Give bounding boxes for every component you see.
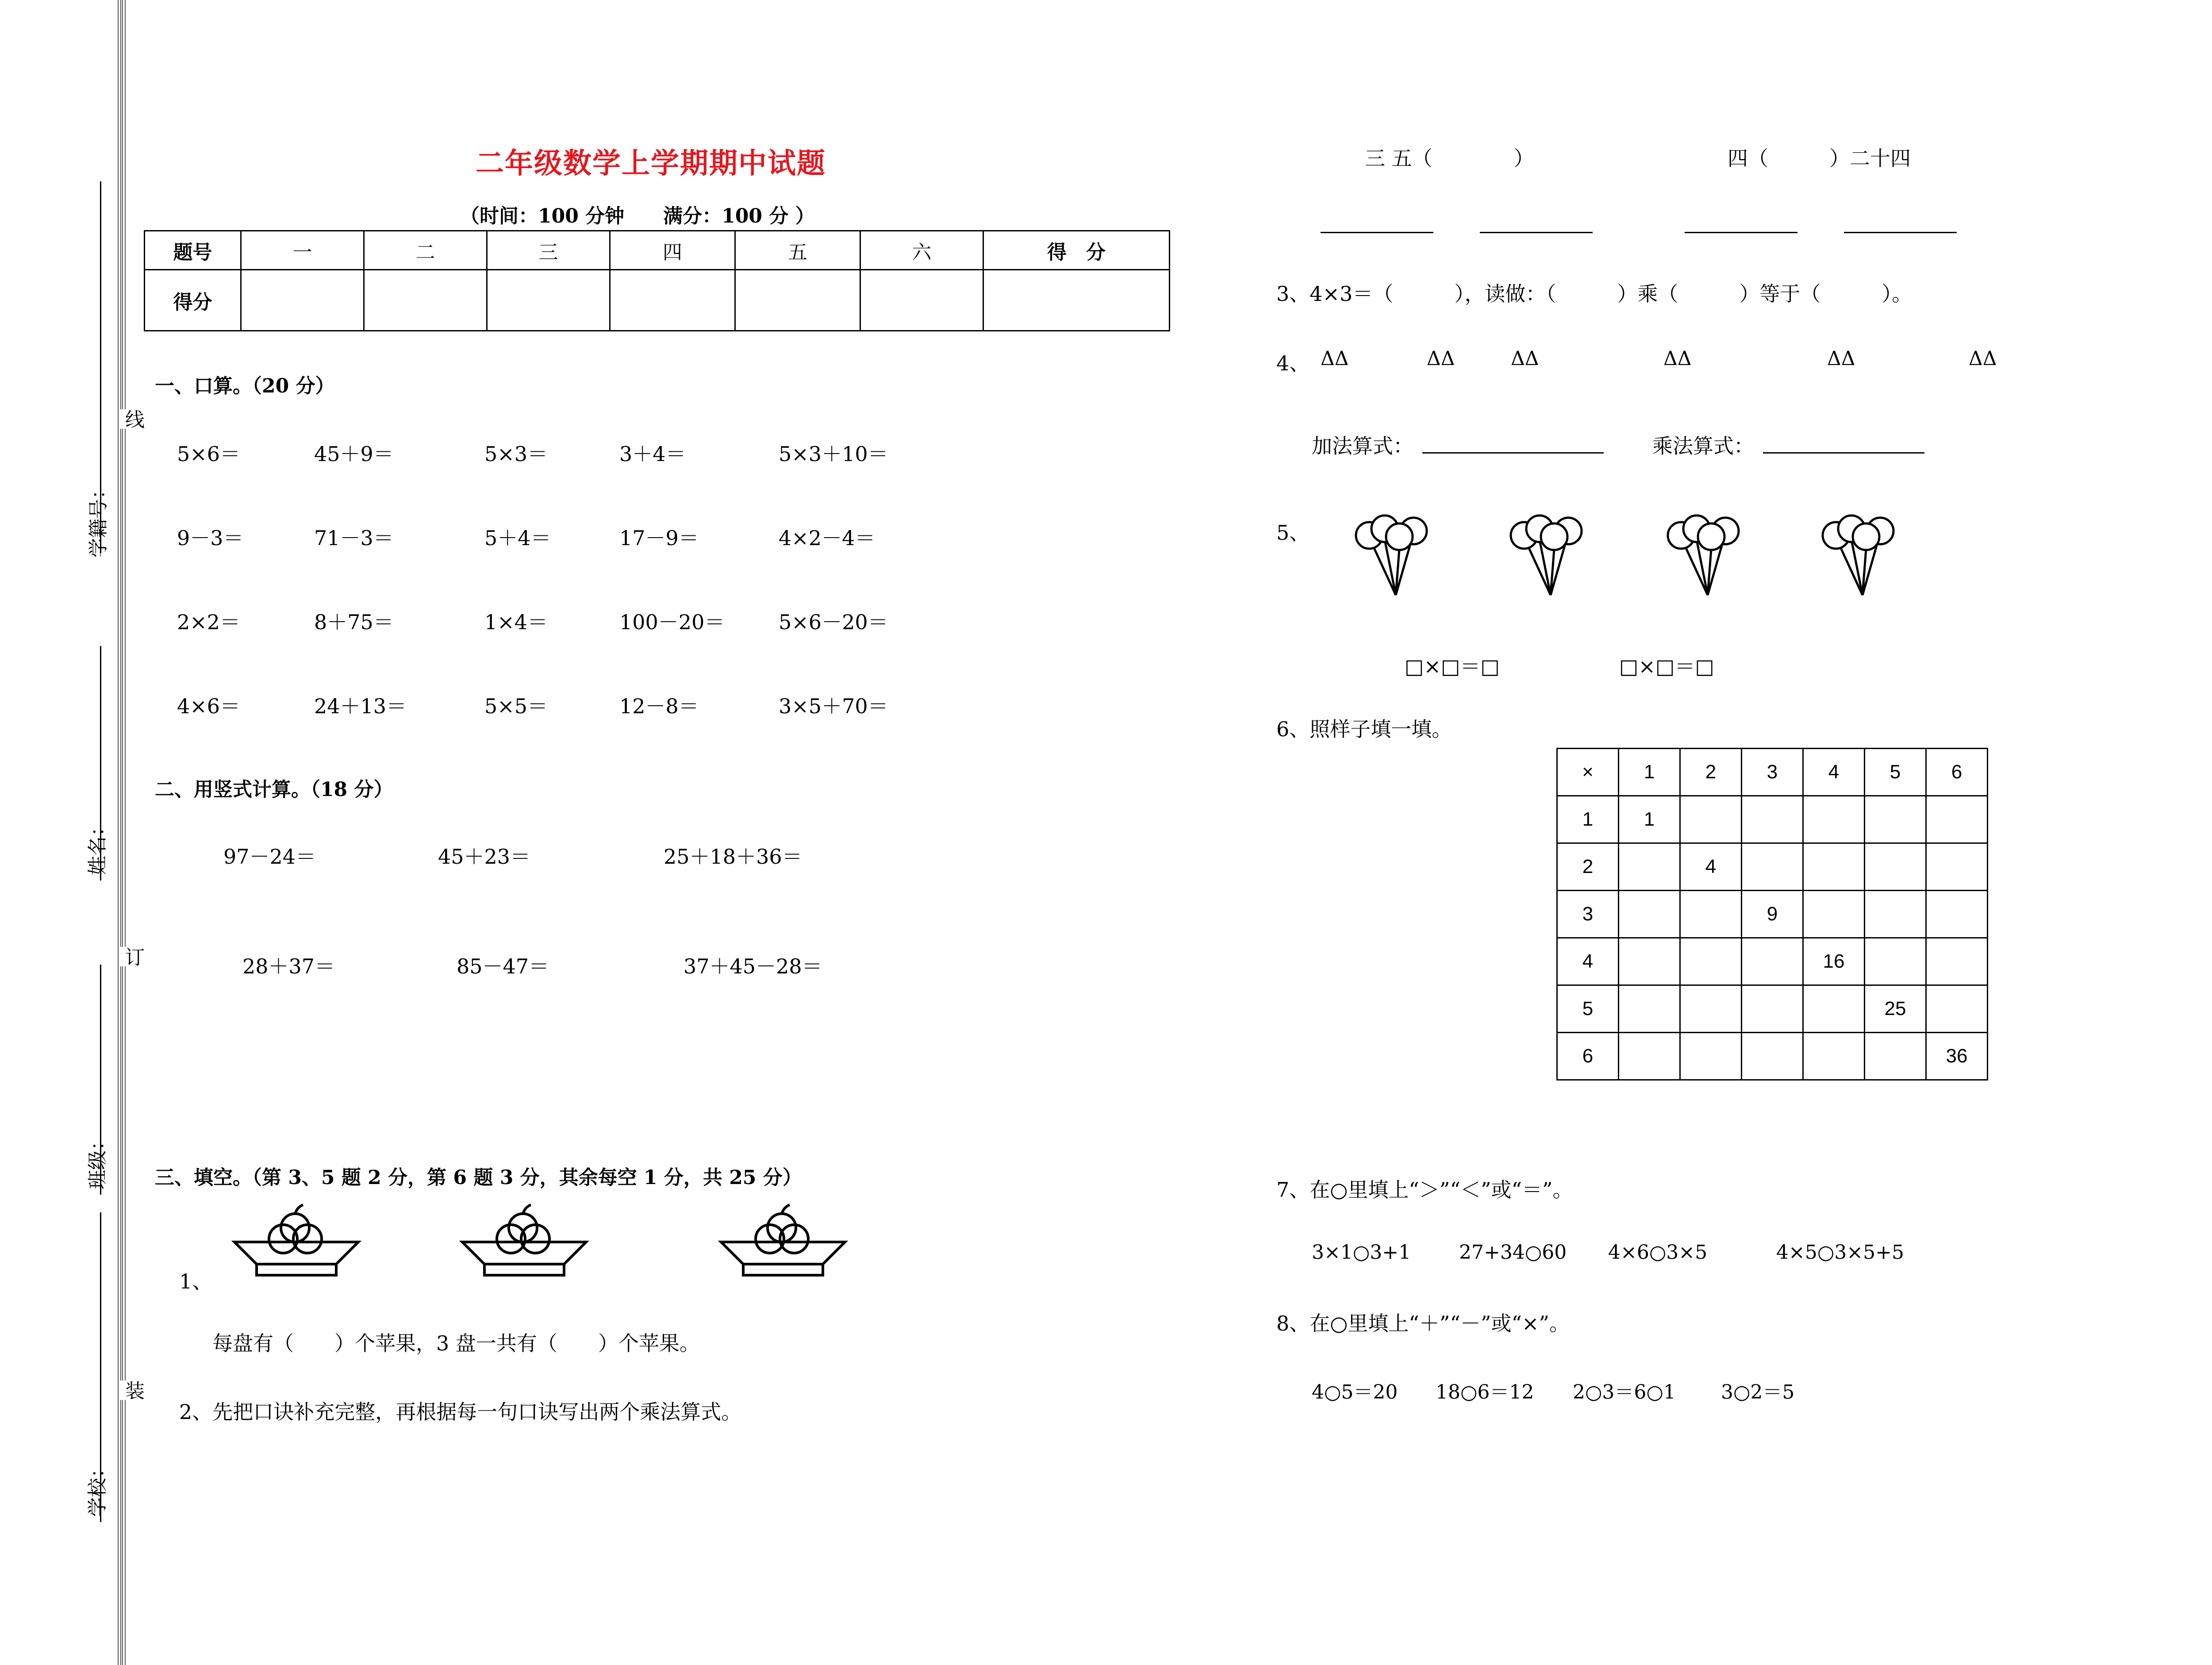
table-cell[interactable]: [1926, 985, 1988, 1033]
vertical-calc-item: 25＋18＋36＝: [664, 845, 803, 869]
compare-item[interactable]: 3×1○3+1: [1312, 1241, 1411, 1264]
score-table-value-row: [145, 270, 1170, 331]
oral-item: 4×6＝: [177, 694, 241, 718]
q2-text: 2、先把口诀补充完整，再根据每一句口诀写出两个乘法算式。: [179, 1400, 742, 1424]
balloon-bunch-illustration: [1818, 507, 1907, 600]
section3-heading: 三、填空。（第 3、5 题 2 分，第 6 题 3 分，其余每空 1 分，共 25 分）: [155, 1166, 802, 1189]
balloon-bunch-illustration: [1663, 507, 1752, 600]
name-underline: [100, 646, 101, 881]
score-input-cell[interactable]: [610, 270, 735, 331]
table-cell: 9: [1742, 891, 1803, 938]
table-cell[interactable]: [1680, 985, 1742, 1033]
compare-item[interactable]: 27+34○60: [1459, 1241, 1567, 1264]
oral-item: 5×5＝: [484, 694, 548, 718]
table-cell[interactable]: [1680, 1033, 1742, 1080]
score-header-cell: 题号: [145, 231, 241, 270]
binding-mark-line: 线: [119, 409, 147, 429]
table-row-header: 4: [1557, 938, 1619, 985]
table-cell[interactable]: [1742, 938, 1803, 985]
q7-text: 7、在○里填上“＞”“＜”或“＝”。: [1276, 1178, 1573, 1202]
table-cell[interactable]: [1865, 938, 1926, 985]
operator-item[interactable]: 4○5＝20: [1312, 1381, 1398, 1404]
balloon-bunch-illustration: [1352, 507, 1440, 600]
table-header-cell: 5: [1865, 749, 1926, 796]
table-row: [1557, 891, 1988, 938]
score-header-cell: 四: [610, 231, 735, 270]
oral-item: 5×6＝: [177, 442, 241, 466]
table-cell[interactable]: [1619, 891, 1680, 938]
vertical-calc-item: 45＋23＝: [438, 845, 531, 869]
table-cell[interactable]: [1742, 985, 1803, 1033]
q4-multiplication-label: 乘法算式：: [1652, 434, 1754, 458]
section1-heading: 一、口算。（20 分）: [155, 375, 335, 397]
oral-item: 4×2－4＝: [779, 526, 876, 550]
table-cell[interactable]: [1803, 796, 1865, 843]
binding-mark-zhuang: 装: [119, 1380, 147, 1400]
triangle-pair: ΔΔ: [1321, 347, 1349, 370]
table-cell[interactable]: [1865, 796, 1926, 843]
table-header-cell: 6: [1926, 749, 1988, 796]
vertical-calc-item: 97－24＝: [223, 845, 316, 869]
table-row: [1557, 843, 1988, 891]
operator-item[interactable]: 2○3＝6○1: [1573, 1381, 1676, 1404]
class-underline: [100, 965, 101, 1195]
oral-item: 100－20＝: [619, 610, 725, 634]
table-cell[interactable]: [1926, 796, 1988, 843]
table-cell[interactable]: [1619, 1033, 1680, 1080]
table-header-cell: ×: [1557, 749, 1619, 796]
oral-item: 8＋75＝: [314, 610, 394, 634]
binding-line-outer: [118, 0, 121, 1665]
oral-item: 3×5＋70＝: [779, 694, 888, 718]
table-cell[interactable]: [1865, 1033, 1926, 1080]
apple-plate-illustration: [458, 1201, 591, 1281]
q2-rhyme-b: 四（ ）二十四: [1728, 146, 1911, 170]
apple-plate-illustration: [230, 1201, 363, 1281]
table-cell: 1: [1619, 796, 1680, 843]
addition-answer-blank[interactable]: [1422, 452, 1604, 454]
student-id-label: 学籍号：: [87, 480, 110, 558]
oral-item: 3＋4＝: [619, 442, 686, 466]
table-cell[interactable]: [1742, 843, 1803, 891]
table-cell[interactable]: [1926, 891, 1988, 938]
operator-item[interactable]: 18○6＝12: [1436, 1381, 1534, 1404]
oral-item: 24＋13＝: [314, 694, 407, 718]
oral-item: 17－9＝: [619, 526, 699, 550]
school-underline: [100, 1212, 101, 1522]
score-input-cell[interactable]: [983, 270, 1170, 331]
table-cell[interactable]: [1619, 985, 1680, 1033]
vertical-calc-item: 37＋45－28＝: [684, 954, 822, 978]
score-header-cell: 六: [860, 231, 983, 270]
table-cell[interactable]: [1803, 843, 1865, 891]
score-header-cell: 一: [241, 231, 364, 270]
q6-text: 6、照样子填一填。: [1276, 717, 1452, 741]
table-cell[interactable]: [1619, 843, 1680, 891]
score-header-cell: 三: [487, 231, 610, 270]
binding-line-inner: [122, 0, 126, 1665]
score-table-header-row: [145, 231, 1170, 270]
answer-blank[interactable]: [1685, 232, 1797, 233]
table-cell[interactable]: [1742, 796, 1803, 843]
table-cell: 25: [1865, 985, 1926, 1033]
page-subtitle: （时间：100 分钟 满分：100 分 ）: [460, 205, 815, 227]
answer-blank[interactable]: [1321, 232, 1433, 233]
oral-item: 5×3＋10＝: [779, 442, 888, 466]
score-input-cell[interactable]: [487, 270, 610, 331]
table-row-header: 3: [1557, 891, 1619, 938]
compare-item[interactable]: 4×5○3×5+5: [1776, 1241, 1904, 1264]
table-row: [1557, 938, 1988, 985]
table-cell[interactable]: [1926, 938, 1988, 985]
name-label: 姓名：: [86, 817, 109, 875]
oral-item: 1×4＝: [484, 610, 548, 634]
table-row: [1557, 749, 1988, 796]
triangle-pair: ΔΔ: [1969, 347, 1997, 370]
section2-heading: 二、用竖式计算。（18 分）: [155, 778, 393, 801]
student-id-underline: [100, 181, 101, 553]
q2-rhyme-a: 三 五（ ）: [1365, 146, 1534, 170]
class-label: 班级：: [86, 1131, 109, 1189]
table-header-cell: 2: [1680, 749, 1742, 796]
triangle-pair: ΔΔ: [1427, 347, 1455, 370]
triangle-pair: ΔΔ: [1511, 347, 1539, 370]
score-header-cell: 五: [735, 231, 860, 270]
oral-item: 2×2＝: [177, 610, 241, 634]
table-cell[interactable]: [1803, 985, 1865, 1033]
table-header-cell: 4: [1803, 749, 1865, 796]
q3-text: 3、4×3＝（ ），读做：（ ）乘（ ）等于（ ）。: [1276, 282, 1912, 306]
table-row: [1557, 796, 1988, 843]
answer-blank[interactable]: [1844, 232, 1957, 233]
table-cell: 16: [1803, 938, 1865, 985]
score-header-cell: 二: [364, 231, 487, 270]
q1-number: 1、: [179, 1269, 213, 1293]
table-row-header: 2: [1557, 843, 1619, 891]
triangle-pair: ΔΔ: [1663, 347, 1692, 370]
q5-formula-blank[interactable]: □×□＝□: [1405, 654, 1500, 678]
binding-mark-ding: 订: [119, 947, 147, 966]
q5-number: 5、: [1276, 521, 1310, 545]
table-cell[interactable]: [1803, 891, 1865, 938]
multiplication-answer-blank[interactable]: [1763, 452, 1924, 454]
oral-item: 5＋4＝: [484, 526, 551, 550]
school-label: 学校：: [86, 1458, 109, 1517]
table-cell: 4: [1680, 843, 1742, 891]
table-cell[interactable]: [1680, 891, 1742, 938]
table-cell[interactable]: [1619, 938, 1680, 985]
score-input-cell[interactable]: [860, 270, 983, 331]
table-row-header: 5: [1557, 985, 1619, 1033]
oral-item: 5×3＝: [484, 442, 548, 466]
page-title: 二年级数学上学期期中试题: [476, 147, 826, 180]
compare-item[interactable]: 4×6○3×5: [1608, 1241, 1708, 1264]
table-cell[interactable]: [1865, 891, 1926, 938]
table-row: [1557, 1033, 1988, 1080]
q8-text: 8、在○里填上“＋”“－”或“×”。: [1276, 1311, 1570, 1335]
score-input-cell[interactable]: [241, 270, 364, 331]
table-cell[interactable]: [1742, 1033, 1803, 1080]
answer-blank[interactable]: [1480, 232, 1593, 233]
score-row-label: 得分: [145, 270, 241, 331]
table-cell[interactable]: [1865, 843, 1926, 891]
table-cell: 36: [1926, 1033, 1988, 1080]
triangle-pair: ΔΔ: [1827, 347, 1855, 370]
q1-text: 每盘有（ ）个苹果，3 盘一共有（ ）个苹果。: [212, 1331, 700, 1355]
table-row-header: 6: [1557, 1033, 1619, 1080]
score-input-cell[interactable]: [364, 270, 487, 331]
table-header-cell: 3: [1742, 749, 1803, 796]
table-header-cell: 1: [1619, 749, 1680, 796]
oral-item: 45＋9＝: [314, 442, 394, 466]
score-header-cell: 得 分: [983, 231, 1170, 270]
table-cell[interactable]: [1803, 1033, 1865, 1080]
score-table: [144, 230, 1170, 331]
table-cell[interactable]: [1926, 843, 1988, 891]
vertical-calc-item: 85－47＝: [457, 954, 549, 978]
q4-number: 4、: [1276, 351, 1310, 375]
oral-item: 9－3＝: [177, 526, 244, 550]
multiplication-table: [1556, 748, 1988, 1081]
q5-formula-blank[interactable]: □×□＝□: [1619, 654, 1714, 678]
apple-plate-illustration: [717, 1201, 849, 1281]
operator-item[interactable]: 3○2＝5: [1721, 1381, 1795, 1404]
oral-item: 5×6－20＝: [779, 610, 888, 634]
vertical-calc-item: 28＋37＝: [242, 954, 335, 978]
score-input-cell[interactable]: [735, 270, 860, 331]
table-cell[interactable]: [1680, 796, 1742, 843]
oral-item: 71－3＝: [314, 526, 394, 550]
table-cell[interactable]: [1680, 938, 1742, 985]
balloon-bunch-illustration: [1506, 507, 1595, 600]
oral-item: 12－8＝: [619, 694, 699, 718]
table-row: [1557, 985, 1988, 1033]
q4-addition-label: 加法算式：: [1312, 434, 1413, 458]
table-row-header: 1: [1557, 796, 1619, 843]
